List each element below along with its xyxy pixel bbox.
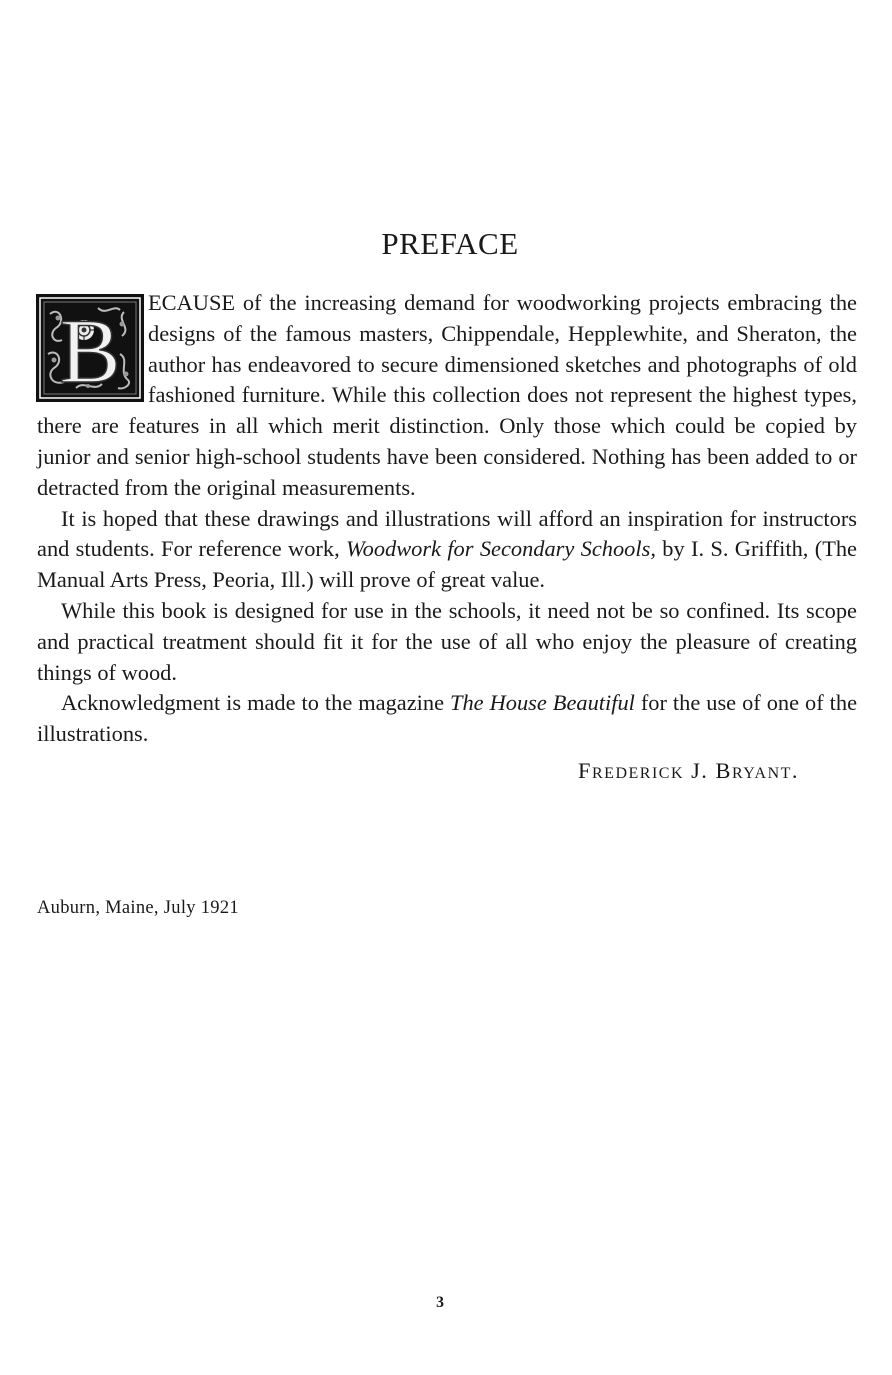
preface-body <box>37 288 857 787</box>
page-title: PREFACE <box>381 226 519 261</box>
book-title-woodwork: Woodwork for Secondary Schools, <box>346 536 656 562</box>
ornamental-dropcap-b-icon <box>36 294 144 404</box>
paragraph-2 <box>37 504 857 596</box>
author-signature: Frederick J. Bryant. <box>578 757 799 783</box>
place-and-date: Auburn, Maine, July 1921 <box>37 898 239 918</box>
paragraph-1 <box>37 288 857 504</box>
paragraph-2-text-a: It is hoped that these drawings and illustrations will afford an inspiration for instructors and students. For reference work, <box>37 505 857 562</box>
paragraph-4-text-b: for the use of one of the illustrations. <box>37 690 858 747</box>
paragraph-4-text-a: Acknowledgment is made to the magazine <box>61 690 451 716</box>
paragraph-4 <box>37 688 857 750</box>
magazine-title: The House Beautiful <box>450 690 635 716</box>
paragraph-2-text-b: by I. S. Griffith, (The Manual Arts Press, Peoria, Ill.) will prove of great value. <box>37 536 857 593</box>
paragraph-1-text: ECAUSE of the increasing demand for woodworking projects embracing the designs of the famous masters, Chippendale, Hepplewhite, and Sheraton, the author has endeavored to secure dimensioned sketches and photographs of old fashioned furniture. While this collection does not represent the highest types, there are features in all which merit distinction. Only those which could be copied by junior and senior high-school students have been considered. Nothing has been added to or detracted from the original measurements. <box>37 290 857 500</box>
svg-text:B: B <box>59 300 121 402</box>
paragraph-3: While this book is designed for use in the schools, it need not be so confined. Its scope and practical treatment should fit it for the use of all who enjoy the pleasure of creating things of wood. <box>37 597 857 685</box>
page-number: 3 <box>436 1294 444 1311</box>
